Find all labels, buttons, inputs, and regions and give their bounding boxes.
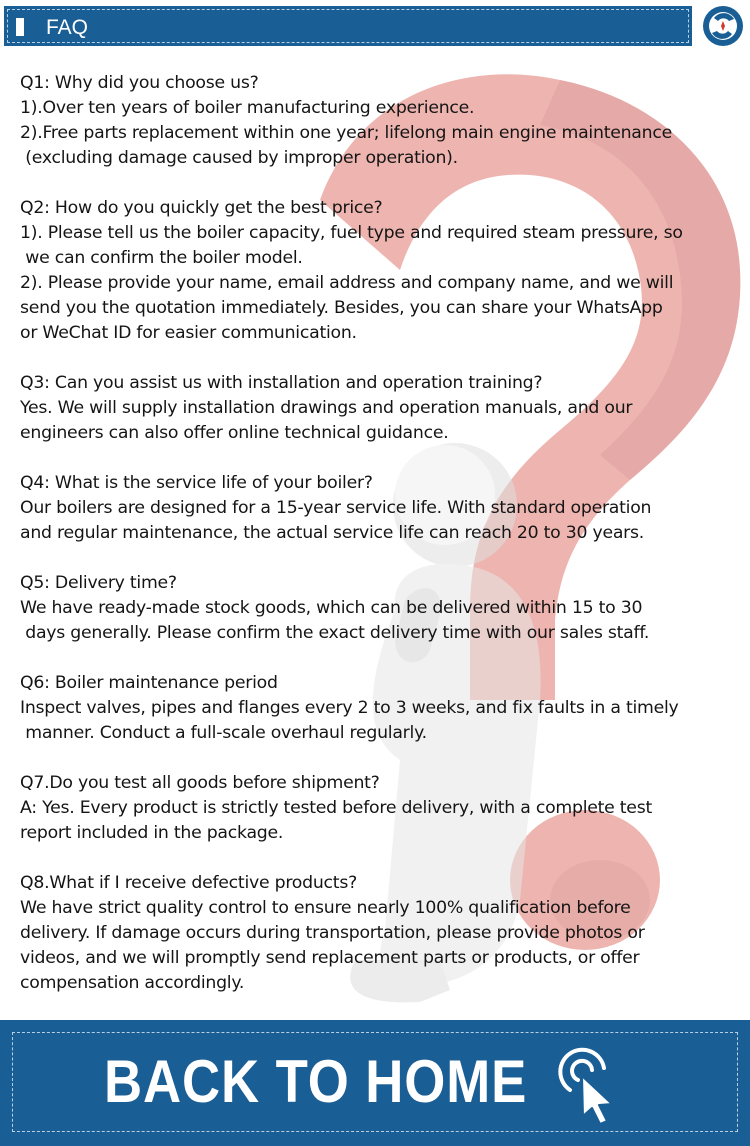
faq-question: Q2: How do you quickly get the best price? (20, 198, 383, 218)
title-marker (16, 18, 24, 36)
faq-item-6 (20, 671, 735, 746)
faq-item-1 (20, 71, 735, 171)
faq-question: Q4: What is the service life of your boiler? (20, 473, 373, 493)
faq-answer: 1).Over ten years of boiler manufacturing experience. 2).Free parts replacement within one year; lifelong main engine maintenance (excluding damage caused by improper operation). (20, 98, 672, 168)
faq-item-4 (20, 471, 735, 546)
faq-item-8 (20, 871, 735, 996)
faq-answer: Our boilers are designed for a 15-year service life. With standard operation and regular maintenance, the actual service life can reach 20 to 30 years. (20, 498, 652, 543)
faq-question: Q7.Do you test all goods before shipment? (20, 773, 380, 793)
faq-item-7 (20, 771, 735, 846)
faq-item-3 (20, 371, 735, 446)
faq-answer: We have ready-made stock goods, which can be delivered within 15 to 30 days generally. Please confirm the exact delivery time with our sales staff. (20, 598, 650, 643)
faq-question: Q3: Can you assist us with installation and operation training? (20, 373, 543, 393)
faq-list (20, 71, 735, 1021)
pointer-click-icon[interactable] (548, 1042, 630, 1128)
dashed-frame (7, 9, 689, 43)
section-title: FAQ (46, 16, 89, 39)
faq-question: Q6: Boiler maintenance period (20, 673, 278, 693)
brand-logo-icon[interactable] (702, 5, 744, 47)
faq-answer: Inspect valves, pipes and flanges every 2 to 3 weeks, and fix faults in a timely manner. Conduct a full-scale overhaul regularly. (20, 698, 679, 743)
faq-answer: 1). Please tell us the boiler capacity, fuel type and required steam pressure, so we can confirm the boiler model. 2). Please provide your name, email address and company name, and we will send you the quotation immediately. Besides, you can share your WhatsApp or WeChat ID for easier communication. (20, 223, 683, 343)
faq-question: Q5: Delivery time? (20, 573, 177, 593)
faq-question: Q1: Why did you choose us? (20, 73, 259, 93)
faq-answer: Yes. We will supply installation drawings and operation manuals, and our engineers can also offer online technical guidance. (20, 398, 633, 443)
faq-question: Q8.What if I receive defective products? (20, 873, 357, 893)
faq-answer: We have strict quality control to ensure nearly 100% qualification before delivery. If damage occurs during transportation, please provide photos or videos, and we will promptly send replacement parts or products, or offer compensation accordingly. (20, 898, 645, 993)
faq-item-2 (20, 196, 735, 346)
back-to-home-label[interactable]: BACK TO HOME (104, 1048, 528, 1115)
back-to-home-button[interactable] (0, 1020, 750, 1146)
faq-answer: A: Yes. Every product is strictly tested before delivery, with a complete test report included in the package. (20, 798, 652, 843)
faq-item-5 (20, 571, 735, 646)
faq-title-bar (4, 6, 692, 46)
page-header (0, 0, 750, 60)
